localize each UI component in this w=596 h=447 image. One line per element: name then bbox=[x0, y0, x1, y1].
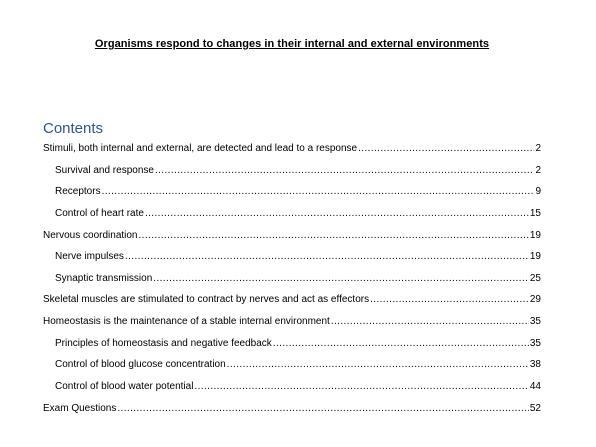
toc-entry[interactable] bbox=[43, 229, 541, 243]
toc-dot-leader bbox=[145, 207, 529, 221]
toc-dot-leader bbox=[358, 142, 534, 156]
toc-dot-leader bbox=[139, 229, 529, 243]
toc-entry-page: 52 bbox=[529, 403, 541, 414]
toc-entry-label: Survival and response bbox=[55, 165, 154, 176]
toc-entry-page: 2 bbox=[535, 165, 541, 176]
toc-entry-label: Control of blood water potential bbox=[55, 381, 194, 392]
page-title: Organisms respond to changes in their internal and external environments bbox=[94, 38, 490, 50]
toc-entry-label: Homeostasis is the maintenance of a stable internal environment bbox=[43, 316, 330, 327]
toc-entry-page: 35 bbox=[529, 338, 541, 349]
toc-entry[interactable] bbox=[55, 164, 541, 178]
toc-entry-label: Nerve impulses bbox=[55, 251, 124, 262]
toc-entry-label: Nervous coordination bbox=[43, 230, 138, 241]
toc-dot-leader bbox=[155, 164, 534, 178]
toc-entry[interactable] bbox=[55, 337, 541, 351]
contents-heading: Contents bbox=[43, 120, 104, 137]
toc-entry-page: 25 bbox=[529, 273, 541, 284]
toc-entry[interactable] bbox=[55, 272, 541, 286]
toc-entry-label: Principles of homeostasis and negative feedback bbox=[55, 338, 272, 349]
toc-dot-leader bbox=[273, 337, 529, 351]
toc-entry-page: 38 bbox=[529, 359, 541, 370]
toc-entry[interactable] bbox=[55, 185, 541, 199]
toc-entry-label: Synaptic transmission bbox=[55, 273, 153, 284]
toc-entry-page: 2 bbox=[535, 143, 541, 154]
toc-entry-label: Skeletal muscles are stimulated to contract by nerves and act as effectors bbox=[43, 294, 370, 305]
toc-entry-page: 19 bbox=[529, 230, 541, 241]
toc-dot-leader bbox=[194, 380, 528, 394]
toc-entry[interactable] bbox=[43, 315, 541, 329]
toc-entry[interactable] bbox=[43, 293, 541, 307]
toc-entry[interactable] bbox=[55, 358, 541, 372]
toc-entry-page: 15 bbox=[529, 208, 541, 219]
toc-dot-leader bbox=[125, 250, 529, 264]
toc-entry[interactable] bbox=[55, 207, 541, 221]
toc-entry-page: 44 bbox=[529, 381, 541, 392]
toc-dot-leader bbox=[117, 402, 529, 416]
toc-entry-label: Exam Questions bbox=[43, 403, 117, 414]
toc-entry-label: Control of heart rate bbox=[55, 208, 144, 219]
toc-entry-page: 35 bbox=[529, 316, 541, 327]
toc-entry[interactable] bbox=[55, 250, 541, 264]
toc-entry[interactable] bbox=[43, 142, 541, 156]
toc-entry-label: Control of blood glucose concentration bbox=[55, 359, 226, 370]
toc-entry[interactable] bbox=[55, 380, 541, 394]
toc-entry-label: Stimuli, both internal and external, are detected and lead to a response bbox=[43, 143, 358, 154]
toc-entry-page: 29 bbox=[529, 294, 541, 305]
toc-dot-leader bbox=[227, 358, 529, 372]
toc-dot-leader bbox=[153, 272, 529, 286]
toc-dot-leader bbox=[102, 185, 535, 199]
toc-entry[interactable] bbox=[43, 402, 541, 416]
toc-entry-page: 9 bbox=[535, 186, 541, 197]
toc-dot-leader bbox=[370, 293, 529, 307]
toc-entry-label: Receptors bbox=[55, 186, 101, 197]
toc-dot-leader bbox=[331, 315, 529, 329]
toc-entry-page: 19 bbox=[529, 251, 541, 262]
